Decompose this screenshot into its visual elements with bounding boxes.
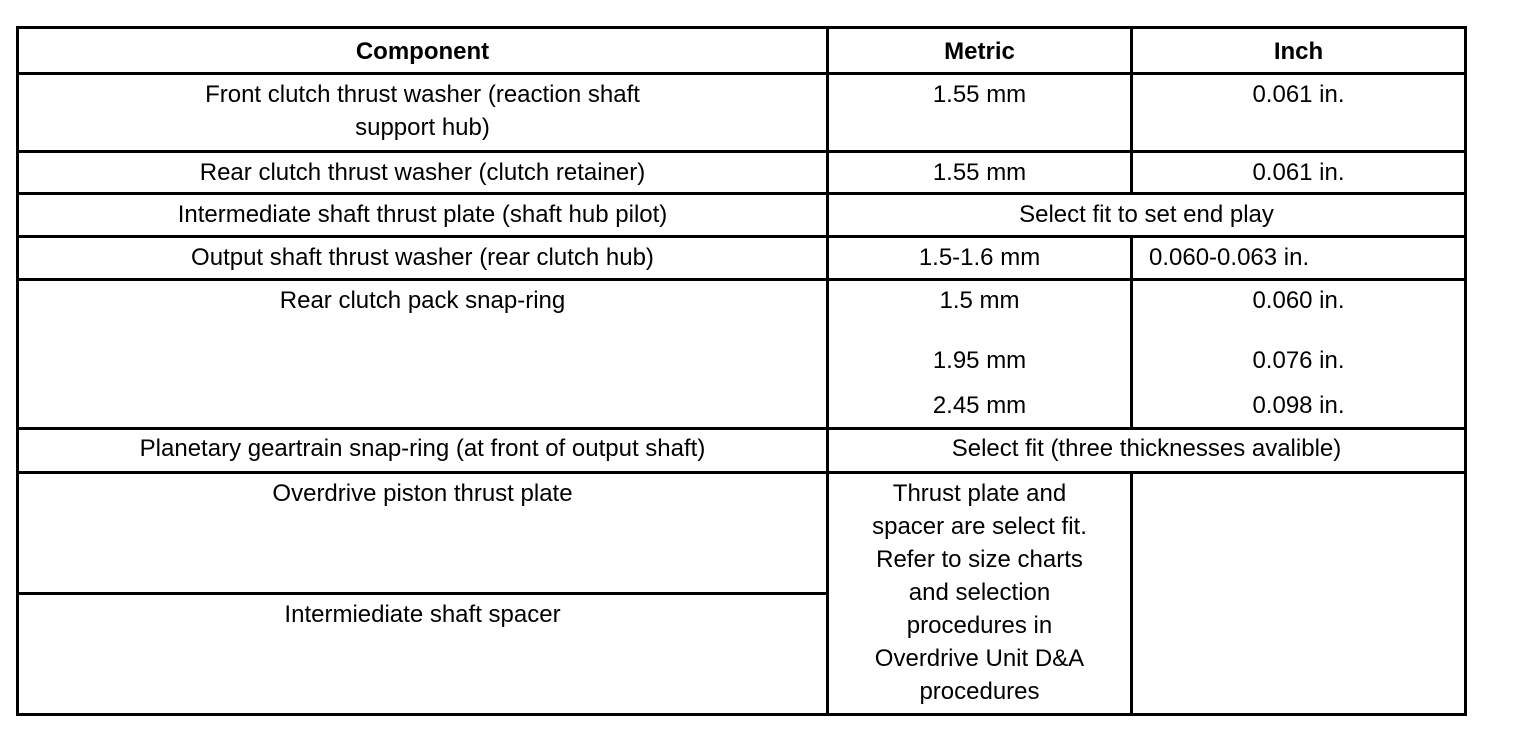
table-row bbox=[18, 194, 1466, 237]
component-cell: Intermediate shaft thrust plate (shaft hub pilot) bbox=[18, 194, 828, 237]
table-row bbox=[18, 429, 1466, 473]
component-text: Front clutch thrust washer (reaction shaft bbox=[205, 81, 640, 108]
component-cell: Rear clutch thrust washer (clutch retainer) bbox=[18, 152, 828, 194]
component-cell: Planetary geartrain snap-ring (at front of output shaft) bbox=[18, 429, 828, 473]
thrust-washer-spec-table bbox=[16, 26, 1467, 716]
table-row bbox=[18, 152, 1466, 194]
component-text: support hub) bbox=[355, 114, 490, 141]
inch-value: 0.076 in. bbox=[1252, 347, 1345, 374]
table-row bbox=[18, 473, 1466, 594]
note-line: Refer to size charts bbox=[876, 546, 1083, 573]
note-line: and selection bbox=[908, 579, 1051, 606]
spec-cell: Select fit (three thicknesses avalible) bbox=[828, 429, 1466, 473]
metric-value: 2.45 mm bbox=[932, 392, 1027, 419]
metric-cell: 1.55 mm bbox=[828, 74, 1132, 152]
inch-cell: 0.061 in. bbox=[1132, 74, 1466, 152]
table-row bbox=[18, 237, 1466, 280]
component-cell: Output shaft thrust washer (rear clutch hub) bbox=[18, 237, 828, 280]
header-inch: Inch bbox=[1132, 28, 1466, 74]
table-row bbox=[18, 74, 1466, 152]
component-cell: Overdrive piston thrust plate bbox=[18, 473, 828, 594]
metric-cell: 1.5-1.6 mm bbox=[828, 237, 1132, 280]
inch-value: 0.098 in. bbox=[1252, 392, 1345, 419]
header-component: Component bbox=[18, 28, 828, 74]
header-row bbox=[18, 28, 1466, 74]
component-cell: Intermiediate shaft spacer bbox=[18, 594, 828, 715]
metric-cell bbox=[828, 280, 1132, 429]
inch-cell: 0.061 in. bbox=[1132, 152, 1466, 194]
metric-value: 1.95 mm bbox=[932, 347, 1027, 374]
spec-cell: Select fit to set end play bbox=[828, 194, 1466, 237]
component-cell: Rear clutch pack snap-ring bbox=[18, 280, 828, 429]
inch-value: 0.060 in. bbox=[1252, 287, 1345, 314]
inch-cell bbox=[1132, 280, 1466, 429]
note-line: spacer are select fit. bbox=[872, 513, 1087, 540]
note-line: procedures bbox=[919, 678, 1040, 705]
inch-cell: 0.060-0.063 in. bbox=[1132, 237, 1466, 280]
metric-cell: 1.55 mm bbox=[828, 152, 1132, 194]
empty-inch-cell bbox=[1132, 473, 1466, 715]
note-line: procedures in bbox=[906, 612, 1053, 639]
note-line: Thrust plate and bbox=[892, 480, 1067, 507]
note-line: Overdrive Unit D&A bbox=[874, 645, 1085, 672]
select-fit-note-cell bbox=[828, 473, 1132, 715]
component-cell bbox=[18, 74, 828, 152]
header-metric: Metric bbox=[828, 28, 1132, 74]
metric-value: 1.5 mm bbox=[939, 287, 1020, 314]
table-row bbox=[18, 280, 1466, 429]
